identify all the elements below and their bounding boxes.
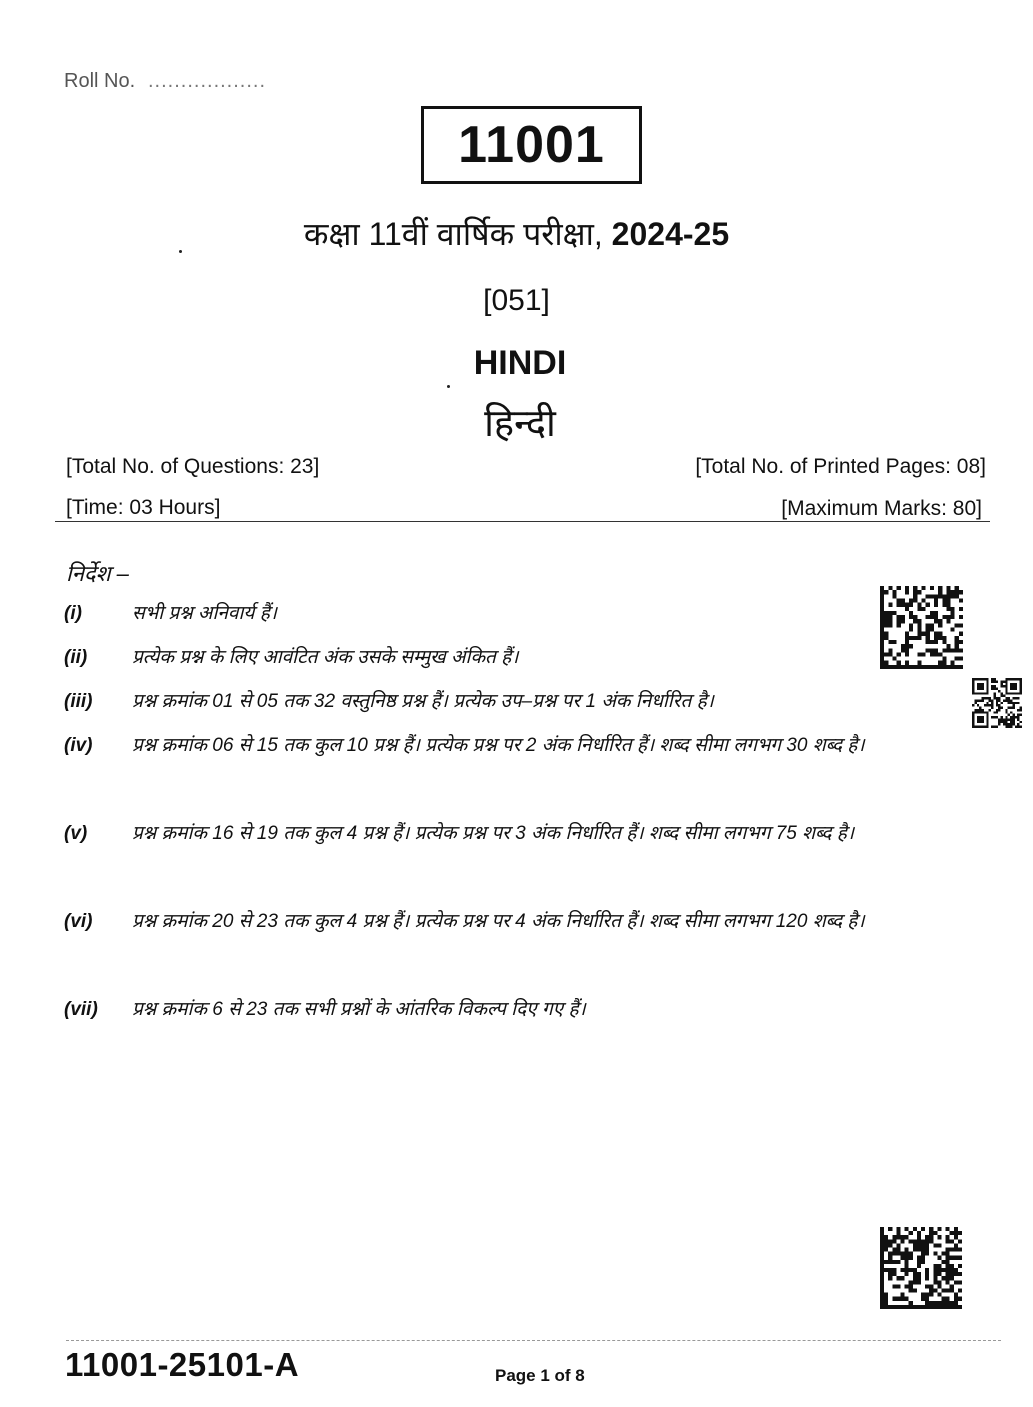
paper-code-box [421, 106, 642, 184]
instruction-item [64, 724, 989, 768]
print-speck [179, 250, 182, 253]
instruction-item [64, 680, 989, 724]
instruction-item [64, 988, 989, 1032]
total-printed-pages: [Total No. of Printed Pages: 08] [695, 455, 986, 478]
instruction-number: (iv) [64, 735, 93, 756]
roll-number-blank: .................. [148, 70, 267, 92]
footer-paper-code: 11001-25101-A [65, 1346, 300, 1383]
instruction-number: (vii) [64, 999, 98, 1020]
instruction-item [64, 636, 989, 680]
instruction-text: प्रश्न क्रमांक 01 से 05 तक 32 वस्तुनिष्ठ प्रश्न हैं। प्रत्येक उप–प्रश्न पर 1 अंक निर्धारित है। [132, 691, 714, 712]
instruction-item [64, 592, 989, 636]
instruction-number: (vi) [64, 911, 93, 932]
instruction-number: (v) [64, 823, 88, 844]
instruction-text: प्रश्न क्रमांक 6 से 23 तक सभी प्रश्नों के आंतरिक विकल्प दिए गए हैं। [132, 999, 586, 1020]
header-divider [55, 521, 990, 522]
instruction-text: सभी प्रश्न अनिवार्य हैं। [132, 603, 277, 624]
subject-name-english: HINDI [473, 344, 567, 382]
instruction-text: प्रश्न क्रमांक 06 से 15 तक कुल 10 प्रश्न हैं। प्रत्येक प्रश्न पर 2 अंक निर्धारित हैं। शब्द सीमा लगभग 30 शब्द है। [132, 735, 865, 756]
qr-code-icon [972, 678, 1022, 728]
instruction-text: प्रश्न क्रमांक 20 से 23 तक कुल 4 प्रश्न हैं। प्रत्येक प्रश्न पर 4 अंक निर्धारित हैं। शब्द सीमा लगभग 120 शब्द है। [132, 911, 865, 932]
footer-divider [66, 1340, 1001, 1341]
instruction-number: (iii) [64, 691, 93, 712]
exam-duration: [Time: 03 Hours] [66, 496, 221, 519]
instruction-text: प्रश्न क्रमांक 16 से 19 तक कुल 4 प्रश्न हैं। प्रत्येक प्रश्न पर 3 अंक निर्धारित हैं। शब्द सीमा लगभग 75 शब्द है। [132, 823, 855, 844]
instruction-number: (ii) [64, 647, 88, 668]
qr-code-icon [880, 586, 963, 669]
page-number: Page 1 of 8 [495, 1366, 585, 1385]
instruction-text: प्रत्येक प्रश्न के लिए आवंटित अंक उसके सम्मुख अंकित हैं। [132, 647, 519, 668]
exam-title-text: कक्षा 11वीं वार्षिक परीक्षा, [303, 216, 603, 252]
instruction-number: (i) [64, 603, 82, 624]
total-questions: [Total No. of Questions: 23] [66, 455, 320, 478]
paper-code: 11001 [458, 116, 605, 174]
roll-number-label: Roll No. [64, 70, 136, 92]
maximum-marks: [Maximum Marks: 80] [781, 497, 982, 520]
instructions-heading: निर्देश – [66, 561, 129, 586]
qr-code-icon [880, 1226, 962, 1310]
exam-year: 2024-25 [611, 216, 730, 252]
instruction-item [64, 812, 989, 856]
subject-code: [051] [483, 284, 550, 317]
instruction-item [64, 900, 989, 944]
exam-title [0, 212, 1033, 255]
subject-name-hindi: हिन्दी [484, 403, 556, 445]
print-speck [447, 385, 450, 388]
